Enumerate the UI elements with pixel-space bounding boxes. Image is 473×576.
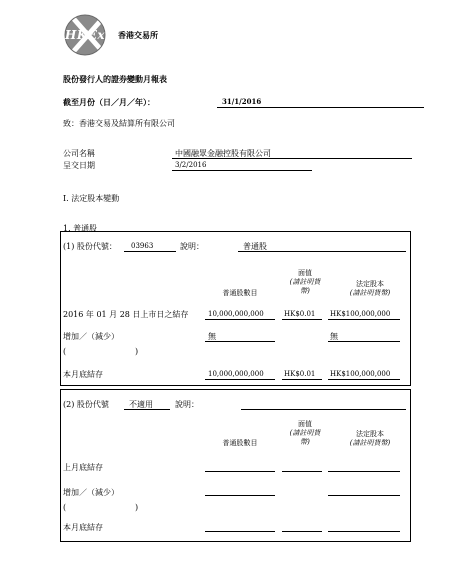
auth-header-l2: (請註明貨幣) [349, 289, 391, 297]
company-value: 中國融眾金融控股有限公司 [175, 149, 271, 158]
month-end-label: 截至月份（日／月／年）： [63, 97, 155, 107]
b2-row1-par-line [282, 471, 322, 472]
block1-code-label: (1) 股份代號： [63, 242, 117, 251]
row2-shares-line [205, 341, 275, 342]
block1-row-label: 本月底結存 [63, 370, 103, 379]
block2-code-label: (2) 股份代號 [63, 400, 109, 409]
block1-row-shares: 10,000,000,000 [208, 310, 264, 318]
block1-row-shares: 10,000,000,000 [208, 370, 264, 378]
par-header-l2: (請註明貨 [289, 278, 321, 286]
block2-row-label: 增加／（減少） [63, 488, 119, 497]
submit-date-underline [172, 170, 312, 171]
b2-row3-shares-line [205, 531, 275, 532]
auth-header-l2: (請註明貨幣) [349, 439, 391, 447]
auth-header-l1: 法定股本 [356, 280, 384, 288]
submit-date-value: 3/2/2016 [175, 161, 207, 169]
form-title: 股份發行人的證券變動月報表 [63, 74, 167, 84]
block1-desc-label: 說明： [180, 242, 204, 251]
block1-row-auth: HK$100,000,000 [330, 370, 391, 378]
par-header-l3: 幣) [300, 287, 310, 295]
block1-row-label: 2016 年 01 月 28 日上市日之結存 [63, 310, 189, 319]
row3-auth-line [328, 379, 400, 380]
block2-row-label: 上月底結存 [63, 463, 103, 472]
block2-header-par [282, 420, 328, 447]
b2-row3-par-line [282, 531, 322, 532]
logo-mark-text: HKEx [65, 28, 106, 42]
b2-row3-auth-line [328, 531, 400, 532]
row3-shares-line [205, 379, 275, 380]
block2-box [60, 389, 411, 542]
par-header-l3: 幣) [300, 438, 310, 446]
hkex-logo [63, 10, 183, 60]
b2-row1-auth-line [328, 471, 400, 472]
block1-header-par [282, 269, 328, 296]
block1-header-auth [332, 280, 408, 298]
logo-name: 香港交易所 [118, 30, 158, 40]
block1-row-par: HK$0.01 [284, 310, 316, 318]
block1-row-par: HK$0.01 [284, 370, 316, 378]
block1-paren-open: ( [63, 347, 67, 356]
b2-row1-shares-line [205, 471, 275, 472]
block1-code-value: 03963 [131, 242, 154, 250]
section-title: I. 法定股本變動 [63, 194, 120, 203]
block1-desc-underline [238, 251, 406, 252]
block1-code-underline [124, 251, 176, 252]
auth-header-l1: 法定股本 [356, 430, 384, 438]
par-header-l1: 面值 [298, 420, 312, 428]
block2-header-shares: 普通股數目 [222, 439, 258, 447]
block2-header-auth [332, 430, 408, 448]
b2-row2-shares-line [205, 495, 275, 496]
block1-header-shares: 普通股數目 [222, 289, 258, 297]
company-underline [172, 158, 412, 159]
month-end-underline [217, 107, 424, 108]
block1-row-shares: 無 [208, 332, 216, 341]
block2-paren-close: ) [135, 503, 139, 512]
company-label: 公司名稱 [63, 149, 95, 158]
block2-code-value: 不適用 [129, 400, 153, 409]
month-end-value: 31/1/2016 [222, 97, 262, 106]
row1-auth-line [328, 319, 400, 320]
row3-par-line [282, 379, 322, 380]
block1-row-auth: HK$100,000,000 [330, 310, 391, 318]
par-header-l2: (請註明貨 [289, 429, 321, 437]
block2-desc-underline [241, 409, 406, 410]
block2-paren-open: ( [63, 503, 67, 512]
b2-row2-auth-line [328, 495, 400, 496]
row2-auth-line [328, 341, 400, 342]
block2-row-label: 本月底結存 [63, 523, 103, 532]
block1-row-label: 增加／（減少） [63, 332, 119, 341]
block1-desc-value: 普通股 [243, 242, 267, 251]
to-line: 致：香港交易及結算所有限公司 [63, 119, 175, 128]
par-header-l1: 面值 [298, 269, 312, 277]
block1-row-auth: 無 [330, 332, 338, 341]
block2-code-underline [124, 409, 170, 410]
row1-par-line [282, 319, 322, 320]
block1-paren-close: ) [135, 347, 139, 356]
row1-shares-line [205, 319, 275, 320]
sub-title: 1. 普通股 [63, 224, 98, 233]
submit-date-label: 呈交日期 [63, 161, 95, 170]
block2-desc-label: 說明： [175, 400, 199, 409]
